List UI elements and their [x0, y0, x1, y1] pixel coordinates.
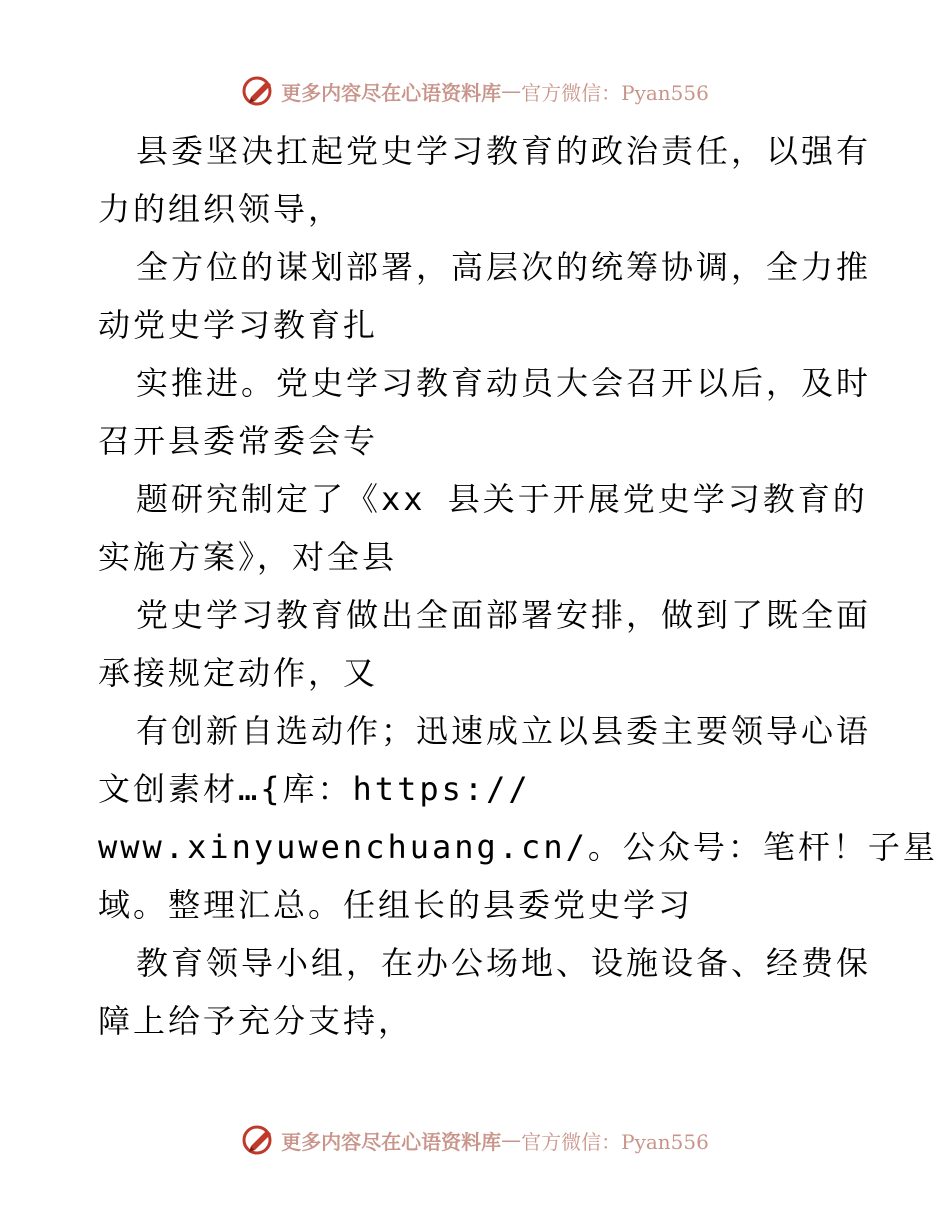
text-line: 力的组织领导， [98, 190, 344, 228]
paragraph [98, 122, 938, 1050]
text-line: 党史学习教育做出全面部署安排，做到了既全面 [136, 596, 872, 634]
banner-dash: — [501, 1128, 522, 1152]
text-line: 全方位的谋划部署，高层次的统筹协调，全力推 [136, 248, 872, 286]
text-line: 教育领导小组，在办公场地、设施设备、经费保 [136, 944, 872, 982]
text-line: 题研究制定了《xx 县关于开展党史学习教育的 [136, 480, 868, 518]
banner-dash: — [501, 79, 522, 103]
document-body [98, 122, 938, 1050]
text-line: 有创新自选动作；迅速成立以县委主要领导心语 [136, 712, 872, 750]
banner-title: 更多内容尽在心语资料库 [281, 1129, 502, 1154]
pen-logo-icon [241, 1122, 277, 1158]
text-line: www.xinyuwenchuang.cn/。公众号：笔杆！子星 [98, 828, 938, 866]
text-line: 动党史学习教育扎 [98, 306, 379, 344]
pen-logo-icon [241, 73, 277, 109]
text-line: 实施方案》，对全县 [98, 538, 398, 576]
text-line: 实推进。党史学习教育动员大会召开以后，及时 [136, 364, 872, 402]
text-line: 域。整理汇总。任组长的县委党史学习 [98, 886, 694, 924]
banner-wechat: 官方微信：Pyan556 [521, 1129, 709, 1154]
footer-watermark-banner [0, 1120, 950, 1160]
banner-title: 更多内容尽在心语资料库 [281, 80, 502, 105]
text-line: 障上给予充分支持， [98, 1002, 414, 1040]
banner-wechat: 官方微信：Pyan556 [521, 80, 709, 105]
text-line: 召开县委常委会专 [98, 422, 379, 460]
text-line: 承接规定动作，又 [98, 654, 379, 692]
text-line: 县委坚决扛起党史学习教育的政治责任，以强有 [136, 132, 872, 170]
header-watermark-banner [0, 71, 950, 111]
text-line: 文创素材…{库：https:// [98, 770, 531, 808]
